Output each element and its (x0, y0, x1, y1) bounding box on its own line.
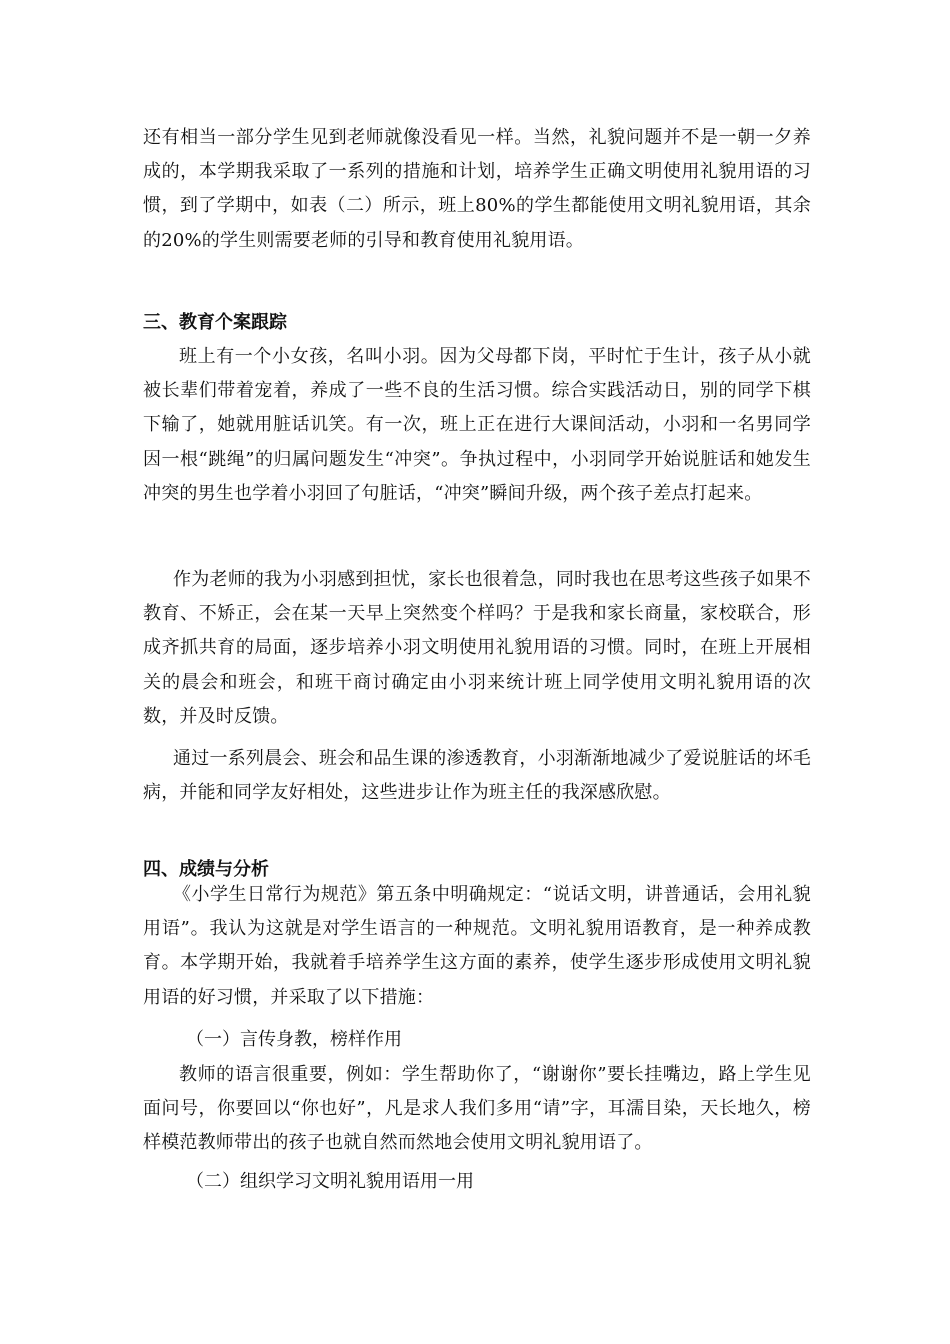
subheading-lead-by-example: （一）言传身教，榜样作用 (186, 1029, 402, 1050)
results-paragraph-1: 《小学生日常行为规范》第五条中明确规定：“说话文明，讲普通话，会用礼貌用语”。我认为这就是对学生语言的一种规范。文明礼貌用语教育，是一种养成教育。本学期开始，我就着手培养学生这方面的素养，使学生逐步形成使用文明礼貌用语的好习惯，并采取了以下措施： (143, 884, 811, 1008)
section-heading-case-tracking: 三、教育个案跟踪 (143, 312, 287, 333)
case-paragraph-3: 通过一系列晨会、班会和品生课的渗透教育，小羽渐渐地减少了爱说脏话的坏毛病，并能和同学友好相处，这些进步让作为班主任的我深感欣慰。 (143, 748, 811, 804)
case-paragraph-2: 作为老师的我为小羽感到担忧，家长也很着急，同时我也在思考这些孩子如果不教育、不矫正，会在某一天早上突然变个样吗？于是我和家长商量，家校联合，形成齐抓共育的局面，逐步培养小羽文明使用礼貌用语的习惯。同时，在班上开展相关的晨会和班会，和班干商讨确定由小羽来统计班上同学使用文明礼貌用语的次数，并及时反馈。 (143, 569, 811, 727)
subheading-organize-learning: （二）组织学习文明礼貌用语用一用 (186, 1171, 474, 1192)
section-heading-results-analysis: 四、成绩与分析 (143, 859, 269, 880)
intro-paragraph: 还有相当一部分学生见到老师就像没看见一样。当然，礼貌问题并不是一朝一夕养成的，本学期我采取了一系列的措施和计划，培养学生正确文明使用礼貌用语的习惯，到了学期中，如表（二）所示，班上80%的学生都能使用文明礼貌用语，其余的20%的学生则需要老师的引导和教育使用礼貌用语。 (143, 127, 811, 251)
results-paragraph-2: 教师的语言很重要，例如：学生帮助你了，“谢谢你”要长挂嘴边，路上学生见面问号，你要回以“你也好”，凡是求人我们多用“请”字，耳濡目染，天长地久，榜样模范教师带出的孩子也就自然而然地会使用文明礼貌用语了。 (143, 1064, 811, 1154)
case-paragraph-1: 班上有一个小女孩，名叫小羽。因为父母都下岗，平时忙于生计，孩子从小就被长辈们带着宠着，养成了一些不良的生活习惯。综合实践活动日，别的同学下棋下输了，她就用脏话讥笑。有一次，班上正在进行大课间活动，小羽和一名男同学因一根“跳绳”的归属问题发生“冲突”。争执过程中，小羽同学开始说脏话和她发生冲突的男生也学着小羽回了句脏话，“冲突”瞬间升级，两个孩子差点打起来。 (143, 346, 811, 504)
